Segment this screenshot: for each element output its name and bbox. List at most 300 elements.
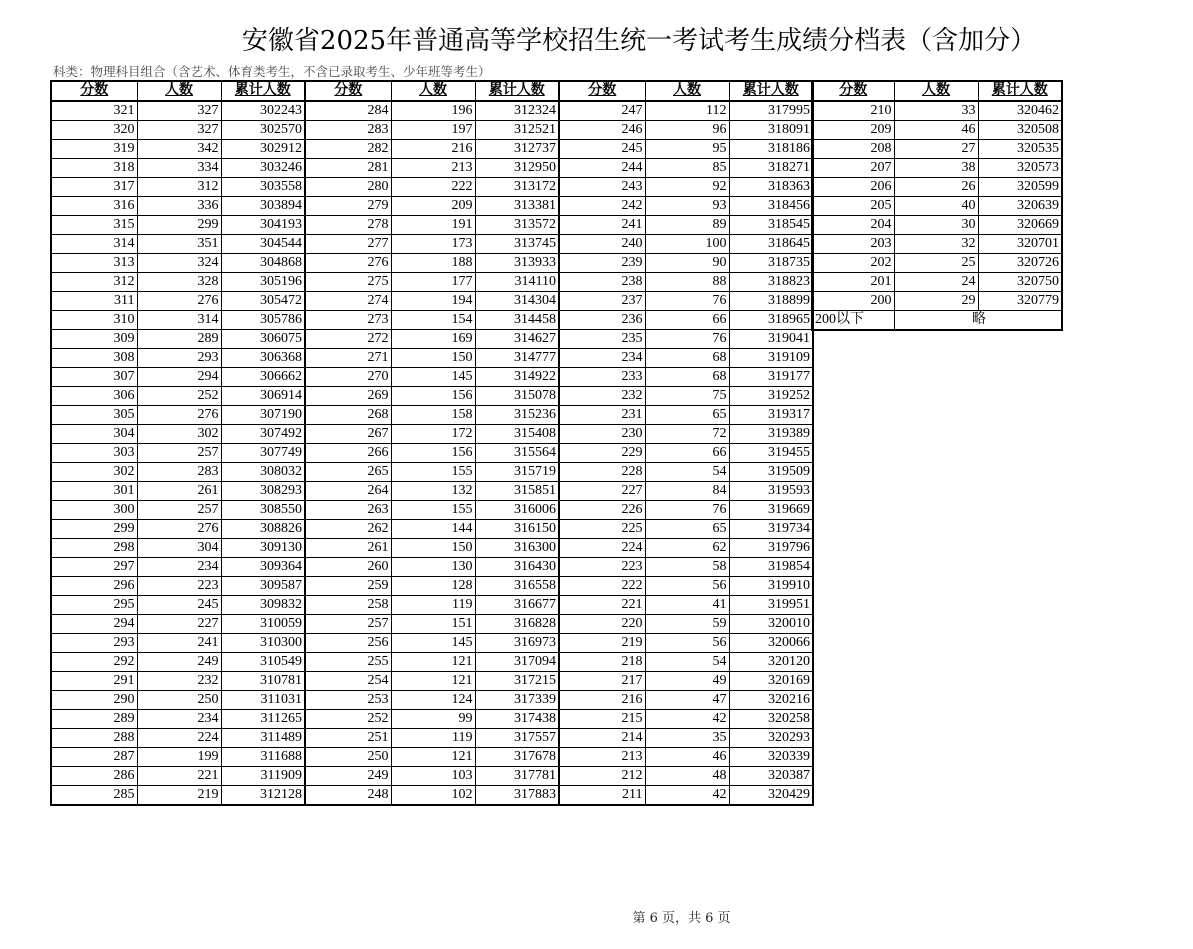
- cumulative-cell: 319910: [729, 577, 813, 596]
- score-cell: 205: [812, 197, 894, 216]
- table-row: [51, 140, 813, 159]
- count-cell: 304: [137, 539, 221, 558]
- score-cell: 207: [812, 159, 894, 178]
- count-cell: 144: [391, 520, 475, 539]
- cumulative-cell: 319509: [729, 463, 813, 482]
- score-cell: 231: [559, 406, 645, 425]
- column-header: 分数: [51, 81, 137, 101]
- score-cell: 216: [559, 691, 645, 710]
- cumulative-cell: 303558: [221, 178, 305, 197]
- cumulative-cell: 314304: [475, 292, 559, 311]
- column-header: 人数: [391, 81, 475, 101]
- table-row: [812, 101, 1062, 121]
- score-cell: 229: [559, 444, 645, 463]
- cumulative-cell: 303246: [221, 159, 305, 178]
- score-cell: 230: [559, 425, 645, 444]
- count-cell: 221: [137, 767, 221, 786]
- count-cell: 76: [645, 292, 729, 311]
- cumulative-cell: 313572: [475, 216, 559, 235]
- cumulative-cell: 310059: [221, 615, 305, 634]
- score-cell: 313: [51, 254, 137, 273]
- count-cell: 172: [391, 425, 475, 444]
- count-cell: 102: [391, 786, 475, 806]
- score-cell: 218: [559, 653, 645, 672]
- count-cell: 119: [391, 729, 475, 748]
- table-row: [51, 558, 813, 577]
- cumulative-cell: 319593: [729, 482, 813, 501]
- table-row: [812, 292, 1062, 311]
- count-cell: 232: [137, 672, 221, 691]
- score-cell: 242: [559, 197, 645, 216]
- cumulative-cell: 318735: [729, 254, 813, 273]
- category-subtitle: 科类：物理科目组合（含艺术、体育类考生，不含已录取考生、少年班等考生）: [53, 64, 491, 79]
- count-cell: 199: [137, 748, 221, 767]
- cumulative-cell: 316430: [475, 558, 559, 577]
- table-body: [812, 101, 1062, 330]
- count-cell: 293: [137, 349, 221, 368]
- score-cell: 320: [51, 121, 137, 140]
- count-cell: 35: [645, 729, 729, 748]
- count-cell: 40: [894, 197, 978, 216]
- cumulative-cell: 318271: [729, 159, 813, 178]
- count-cell: 65: [645, 520, 729, 539]
- count-cell: 121: [391, 672, 475, 691]
- count-cell: 145: [391, 368, 475, 387]
- score-cell: 265: [305, 463, 391, 482]
- score-cell: 223: [559, 558, 645, 577]
- count-cell: 224: [137, 729, 221, 748]
- cumulative-cell: 320535: [978, 140, 1062, 159]
- count-cell: 121: [391, 748, 475, 767]
- count-cell: 327: [137, 101, 221, 121]
- score-cell: 227: [559, 482, 645, 501]
- count-cell: 46: [645, 748, 729, 767]
- count-cell: 32: [894, 235, 978, 254]
- count-cell: 145: [391, 634, 475, 653]
- cumulative-cell: 317215: [475, 672, 559, 691]
- cumulative-cell: 320573: [978, 159, 1062, 178]
- count-cell: 158: [391, 406, 475, 425]
- score-cell: 312: [51, 273, 137, 292]
- score-cell: 316: [51, 197, 137, 216]
- cumulative-cell: 317339: [475, 691, 559, 710]
- cumulative-cell: 319455: [729, 444, 813, 463]
- score-cell: 308: [51, 349, 137, 368]
- score-cell: 282: [305, 140, 391, 159]
- score-cell: 286: [51, 767, 137, 786]
- score-cell: 254: [305, 672, 391, 691]
- score-cell: 283: [305, 121, 391, 140]
- table-row: [51, 311, 813, 330]
- cumulative-cell: 315719: [475, 463, 559, 482]
- count-cell: 191: [391, 216, 475, 235]
- column-header: 累计人数: [221, 81, 305, 101]
- count-cell: 41: [645, 596, 729, 615]
- table-row: [51, 254, 813, 273]
- count-cell: 89: [645, 216, 729, 235]
- cumulative-cell: 302570: [221, 121, 305, 140]
- table-row: [51, 482, 813, 501]
- score-cell: 263: [305, 501, 391, 520]
- table-row: [812, 178, 1062, 197]
- table-row: [51, 349, 813, 368]
- score-cell: 275: [305, 273, 391, 292]
- table-row: [51, 710, 813, 729]
- count-cell: 25: [894, 254, 978, 273]
- score-cell: 221: [559, 596, 645, 615]
- count-cell: 289: [137, 330, 221, 349]
- cumulative-cell: 317557: [475, 729, 559, 748]
- cumulative-cell: 315564: [475, 444, 559, 463]
- column-header: 分数: [559, 81, 645, 101]
- cumulative-cell: 315851: [475, 482, 559, 501]
- score-cell: 271: [305, 349, 391, 368]
- column-header: 累计人数: [978, 81, 1062, 101]
- count-cell: 156: [391, 387, 475, 406]
- cumulative-cell: 312950: [475, 159, 559, 178]
- count-cell: 59: [645, 615, 729, 634]
- cumulative-cell: 307749: [221, 444, 305, 463]
- score-cell: 285: [51, 786, 137, 806]
- table-row: [51, 368, 813, 387]
- count-cell: 27: [894, 140, 978, 159]
- count-cell: 327: [137, 121, 221, 140]
- cumulative-cell: 310549: [221, 653, 305, 672]
- cumulative-cell: 305786: [221, 311, 305, 330]
- count-cell: 276: [137, 406, 221, 425]
- score-cell: 245: [559, 140, 645, 159]
- count-cell: 76: [645, 501, 729, 520]
- score-cell: 309: [51, 330, 137, 349]
- table-row: [812, 254, 1062, 273]
- cumulative-cell: 312521: [475, 121, 559, 140]
- cumulative-cell: 306662: [221, 368, 305, 387]
- count-cell: 29: [894, 292, 978, 311]
- table-row: [51, 729, 813, 748]
- count-cell: 99: [391, 710, 475, 729]
- count-cell: 196: [391, 101, 475, 121]
- table-row: [51, 101, 813, 121]
- count-cell: 66: [645, 311, 729, 330]
- count-cell: 30: [894, 216, 978, 235]
- score-cell: 217: [559, 672, 645, 691]
- score-cell: 251: [305, 729, 391, 748]
- cumulative-cell: 314110: [475, 273, 559, 292]
- score-cell: 274: [305, 292, 391, 311]
- score-cell: 304: [51, 425, 137, 444]
- cumulative-cell: 316558: [475, 577, 559, 596]
- count-cell: 257: [137, 444, 221, 463]
- count-cell: 336: [137, 197, 221, 216]
- table-row: [51, 634, 813, 653]
- cumulative-cell: 320429: [729, 786, 813, 806]
- score-cell: 311: [51, 292, 137, 311]
- table-body: [51, 101, 813, 805]
- score-cell: 228: [559, 463, 645, 482]
- score-cell: 202: [812, 254, 894, 273]
- count-cell: 155: [391, 501, 475, 520]
- score-cell: 303: [51, 444, 137, 463]
- score-table-main: [50, 80, 814, 806]
- count-cell: 154: [391, 311, 475, 330]
- score-cell: 237: [559, 292, 645, 311]
- table-row: [51, 691, 813, 710]
- table-row: [51, 463, 813, 482]
- count-cell: 151: [391, 615, 475, 634]
- count-cell: 209: [391, 197, 475, 216]
- cumulative-cell: 320066: [729, 634, 813, 653]
- cumulative-cell: 320701: [978, 235, 1062, 254]
- count-cell: 334: [137, 159, 221, 178]
- score-cell: 204: [812, 216, 894, 235]
- cumulative-cell: 309587: [221, 577, 305, 596]
- below-200-label: 200以下: [812, 311, 894, 331]
- count-cell: 48: [645, 767, 729, 786]
- cumulative-cell: 311489: [221, 729, 305, 748]
- table-row: [51, 767, 813, 786]
- cumulative-cell: 316677: [475, 596, 559, 615]
- cumulative-cell: 320779: [978, 292, 1062, 311]
- cumulative-cell: 313172: [475, 178, 559, 197]
- score-cell: 317: [51, 178, 137, 197]
- score-cell: 255: [305, 653, 391, 672]
- cumulative-cell: 317094: [475, 653, 559, 672]
- count-cell: 33: [894, 101, 978, 121]
- score-cell: 281: [305, 159, 391, 178]
- cumulative-cell: 320639: [978, 197, 1062, 216]
- table-row: [51, 197, 813, 216]
- score-cell: 246: [559, 121, 645, 140]
- table-row: [51, 159, 813, 178]
- count-cell: 121: [391, 653, 475, 672]
- cumulative-cell: 318823: [729, 273, 813, 292]
- score-cell: 201: [812, 273, 894, 292]
- count-cell: 276: [137, 292, 221, 311]
- count-cell: 241: [137, 634, 221, 653]
- cumulative-cell: 306075: [221, 330, 305, 349]
- score-cell: 280: [305, 178, 391, 197]
- score-cell: 301: [51, 482, 137, 501]
- table-row: [812, 197, 1062, 216]
- column-header: 分数: [812, 81, 894, 101]
- score-cell: 256: [305, 634, 391, 653]
- table-row: [51, 577, 813, 596]
- score-cell: 235: [559, 330, 645, 349]
- score-cell: 284: [305, 101, 391, 121]
- score-cell: 306: [51, 387, 137, 406]
- cumulative-cell: 306914: [221, 387, 305, 406]
- score-cell: 300: [51, 501, 137, 520]
- score-cell: 213: [559, 748, 645, 767]
- count-cell: 216: [391, 140, 475, 159]
- cumulative-cell: 310300: [221, 634, 305, 653]
- cumulative-cell: 313933: [475, 254, 559, 273]
- cumulative-cell: 319177: [729, 368, 813, 387]
- cumulative-cell: 320508: [978, 121, 1062, 140]
- table-row: [51, 444, 813, 463]
- count-cell: 156: [391, 444, 475, 463]
- score-cell: 310: [51, 311, 137, 330]
- score-cell: 262: [305, 520, 391, 539]
- omitted-note: 略: [894, 311, 1062, 331]
- cumulative-cell: 317438: [475, 710, 559, 729]
- cumulative-cell: 320726: [978, 254, 1062, 273]
- count-cell: 47: [645, 691, 729, 710]
- score-cell: 236: [559, 311, 645, 330]
- count-cell: 252: [137, 387, 221, 406]
- score-cell: 234: [559, 349, 645, 368]
- count-cell: 302: [137, 425, 221, 444]
- score-cell: 295: [51, 596, 137, 615]
- count-cell: 194: [391, 292, 475, 311]
- score-cell: 248: [305, 786, 391, 806]
- table-row: [51, 501, 813, 520]
- score-cell: 292: [51, 653, 137, 672]
- count-cell: 75: [645, 387, 729, 406]
- cumulative-cell: 316973: [475, 634, 559, 653]
- score-cell: 240: [559, 235, 645, 254]
- count-cell: 351: [137, 235, 221, 254]
- cumulative-cell: 308032: [221, 463, 305, 482]
- table-row: [812, 273, 1062, 292]
- score-cell: 279: [305, 197, 391, 216]
- score-cell: 260: [305, 558, 391, 577]
- cumulative-cell: 320258: [729, 710, 813, 729]
- count-cell: 56: [645, 577, 729, 596]
- cumulative-cell: 317678: [475, 748, 559, 767]
- count-cell: 261: [137, 482, 221, 501]
- count-cell: 72: [645, 425, 729, 444]
- table-row: [51, 596, 813, 615]
- count-cell: 128: [391, 577, 475, 596]
- cumulative-cell: 320462: [978, 101, 1062, 121]
- count-cell: 197: [391, 121, 475, 140]
- cumulative-cell: 318091: [729, 121, 813, 140]
- count-cell: 257: [137, 501, 221, 520]
- cumulative-cell: 309364: [221, 558, 305, 577]
- column-header: 分数: [305, 81, 391, 101]
- table-row: [51, 748, 813, 767]
- cumulative-cell: 306368: [221, 349, 305, 368]
- count-cell: 66: [645, 444, 729, 463]
- count-cell: 68: [645, 368, 729, 387]
- score-cell: 299: [51, 520, 137, 539]
- cumulative-cell: 318965: [729, 311, 813, 330]
- cumulative-cell: 317883: [475, 786, 559, 806]
- table-row: [812, 235, 1062, 254]
- score-cell: 259: [305, 577, 391, 596]
- cumulative-cell: 319796: [729, 539, 813, 558]
- score-cell: 225: [559, 520, 645, 539]
- score-cell: 203: [812, 235, 894, 254]
- cumulative-cell: 320010: [729, 615, 813, 634]
- cumulative-cell: 307190: [221, 406, 305, 425]
- cumulative-cell: 319041: [729, 330, 813, 349]
- count-cell: 124: [391, 691, 475, 710]
- cumulative-cell: 320169: [729, 672, 813, 691]
- count-cell: 150: [391, 349, 475, 368]
- count-cell: 100: [645, 235, 729, 254]
- count-cell: 42: [645, 786, 729, 806]
- count-cell: 92: [645, 178, 729, 197]
- score-cell: 238: [559, 273, 645, 292]
- score-cell: 220: [559, 615, 645, 634]
- count-cell: 49: [645, 672, 729, 691]
- cumulative-cell: 315078: [475, 387, 559, 406]
- score-cell: 239: [559, 254, 645, 273]
- count-cell: 26: [894, 178, 978, 197]
- count-cell: 85: [645, 159, 729, 178]
- score-cell: 291: [51, 672, 137, 691]
- cumulative-cell: 320750: [978, 273, 1062, 292]
- cumulative-cell: 318186: [729, 140, 813, 159]
- count-cell: 24: [894, 273, 978, 292]
- cumulative-cell: 304868: [221, 254, 305, 273]
- count-cell: 312: [137, 178, 221, 197]
- table-row: [51, 121, 813, 140]
- page-title: 安徽省2025年普通高等学校招生统一考试考生成绩分档表（含加分）: [241, 26, 1037, 56]
- score-cell: 233: [559, 368, 645, 387]
- count-cell: 188: [391, 254, 475, 273]
- cumulative-cell: 309832: [221, 596, 305, 615]
- score-cell: 219: [559, 634, 645, 653]
- score-cell: 293: [51, 634, 137, 653]
- score-cell: 210: [812, 101, 894, 121]
- cumulative-cell: 313381: [475, 197, 559, 216]
- cumulative-cell: 317781: [475, 767, 559, 786]
- score-cell: 321: [51, 101, 137, 121]
- score-cell: 226: [559, 501, 645, 520]
- count-cell: 314: [137, 311, 221, 330]
- count-cell: 250: [137, 691, 221, 710]
- score-cell: 307: [51, 368, 137, 387]
- count-cell: 112: [645, 101, 729, 121]
- score-cell: 208: [812, 140, 894, 159]
- count-cell: 88: [645, 273, 729, 292]
- score-cell: 267: [305, 425, 391, 444]
- count-cell: 76: [645, 330, 729, 349]
- count-cell: 56: [645, 634, 729, 653]
- table-row: [51, 425, 813, 444]
- count-cell: 294: [137, 368, 221, 387]
- cumulative-cell: 307492: [221, 425, 305, 444]
- score-cell: 258: [305, 596, 391, 615]
- count-cell: 234: [137, 710, 221, 729]
- score-cell: 278: [305, 216, 391, 235]
- score-cell: 241: [559, 216, 645, 235]
- score-cell: 222: [559, 577, 645, 596]
- cumulative-cell: 312737: [475, 140, 559, 159]
- cumulative-cell: 319317: [729, 406, 813, 425]
- table-row: [812, 159, 1062, 178]
- score-cell: 257: [305, 615, 391, 634]
- score-cell: 247: [559, 101, 645, 121]
- count-cell: 95: [645, 140, 729, 159]
- cumulative-cell: 319854: [729, 558, 813, 577]
- score-cell: 243: [559, 178, 645, 197]
- score-cell: 287: [51, 748, 137, 767]
- cumulative-cell: 318363: [729, 178, 813, 197]
- count-cell: 177: [391, 273, 475, 292]
- count-cell: 299: [137, 216, 221, 235]
- count-cell: 283: [137, 463, 221, 482]
- cumulative-cell: 312324: [475, 101, 559, 121]
- score-cell: 297: [51, 558, 137, 577]
- cumulative-cell: 311909: [221, 767, 305, 786]
- cumulative-cell: 314627: [475, 330, 559, 349]
- cumulative-cell: 319252: [729, 387, 813, 406]
- count-cell: 119: [391, 596, 475, 615]
